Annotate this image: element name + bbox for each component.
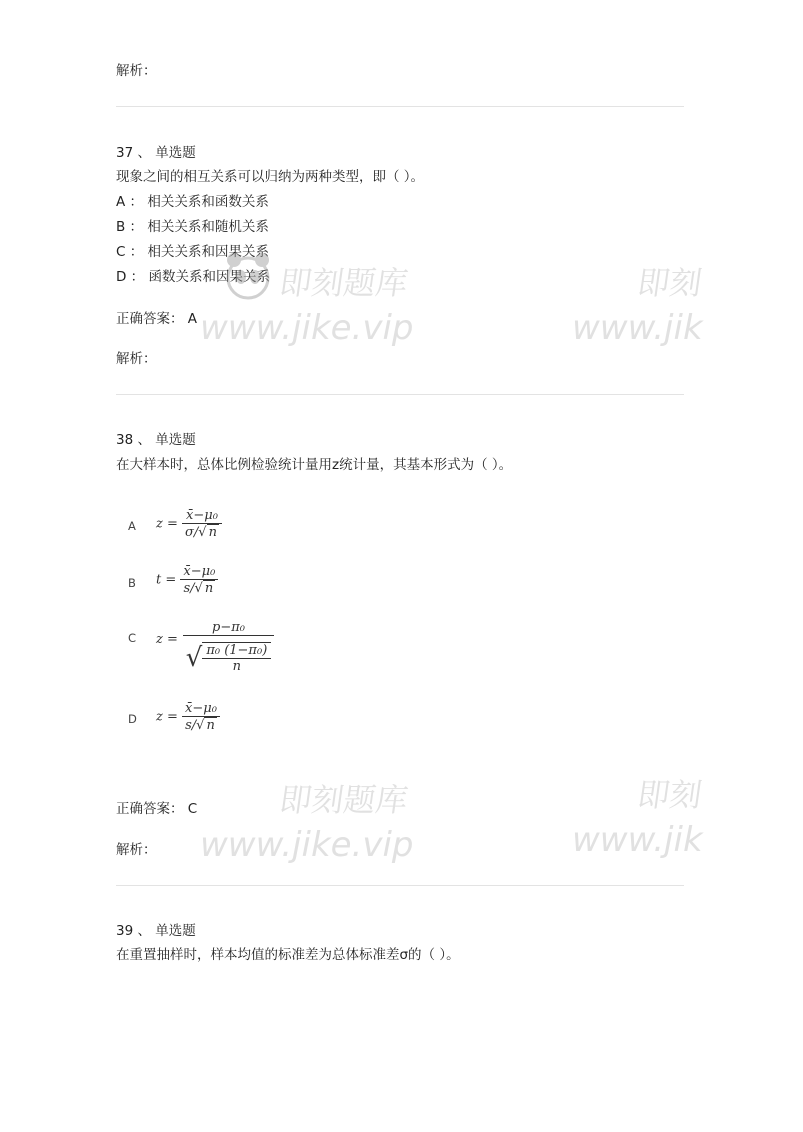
formula-numerator: p−π₀ — [212, 620, 245, 635]
formula-numerator: x̄−μ₀ — [183, 564, 216, 579]
q37-option-b: B ： 相关关系和随机关系 — [116, 219, 269, 235]
q39-header: 39 、 单选题 — [116, 923, 196, 939]
watermark-brand: 即刻题库 — [277, 781, 411, 819]
q37-header: 37 、 单选题 — [116, 145, 196, 161]
q38-header: 38 、 单选题 — [116, 432, 196, 448]
q37-analysis-label: 解析： — [116, 351, 157, 367]
exam-page — [116, 0, 684, 1132]
q38-option-b-label: B — [128, 576, 136, 590]
watermark-brand: 即刻 — [635, 776, 705, 814]
formula-lhs: t = — [156, 572, 177, 588]
divider — [116, 885, 684, 886]
q38-formula-c: z = p−π₀ √ $\frac{\text{π₀ (1−π₀)}}{n}$ — [156, 620, 275, 678]
watermark-url: www.jik — [572, 820, 703, 860]
watermark-url: www.jike.vip — [200, 308, 414, 348]
q38-option-d-label: D — [128, 712, 137, 726]
watermark-url: www.jik — [572, 308, 703, 348]
formula-denominator-left: σ/ — [185, 525, 199, 540]
q37-option-a: A ： 相关关系和函数关系 — [116, 194, 269, 210]
q38-answer: 正确答案： C — [116, 801, 198, 817]
q39-stem: 在重置抽样时，样本均值的标准差为总体标准差σ的（ ）。 — [116, 947, 460, 963]
formula-root-denominator: n — [232, 659, 241, 674]
watermark-brand: 即刻 — [635, 264, 705, 302]
watermark-url: www.jike.vip — [200, 825, 414, 865]
q37-answer: 正确答案： A — [116, 311, 198, 327]
formula-numerator: x̄−μ₀ — [185, 701, 217, 716]
q37-option-c: C ： 相关关系和因果关系 — [116, 244, 270, 260]
formula-root: n — [208, 525, 217, 540]
q38-formula-b: t = $\frac{\text{x̄−μ₀}}{s/√ n}$ — [156, 564, 218, 596]
q38-stem: 在大样本时，总体比例检验统计量用z统计量，其基本形式为（ ）。 — [116, 457, 513, 473]
divider — [116, 394, 684, 395]
q38-option-c-label: C — [128, 631, 137, 645]
formula-denominator-left: s/ — [185, 718, 197, 733]
q37-option-d: D ： 函数关系和因果关系 — [116, 269, 270, 285]
formula-denominator-left: s/ — [183, 581, 195, 596]
q38-option-a-label: A — [128, 519, 136, 533]
formula-numerator: x̄−μ₀ — [186, 508, 218, 523]
formula-root-numerator: π₀ (1−π₀) — [202, 643, 271, 659]
q36-analysis-label: 解析： — [116, 63, 157, 79]
q38-formula-a: z = $\frac{\text{x̄−μ₀}}{\sigma/√ n}$ — [156, 508, 222, 540]
q37-stem: 现象之间的相互关系可以归纳为两种类型，即（ ）。 — [116, 169, 425, 185]
formula-root: n — [206, 718, 215, 733]
divider — [116, 106, 684, 107]
watermark-brand: 即刻题库 — [277, 264, 411, 302]
formula-lhs: z = — [156, 709, 178, 725]
q38-formula-d: z = $\frac{\text{x̄−μ₀}}{s/√ n}$ — [156, 701, 220, 733]
formula-root: n — [204, 581, 214, 596]
q38-analysis-label: 解析： — [116, 842, 157, 858]
formula-lhs: z = — [156, 516, 178, 532]
formula-lhs: z = — [156, 632, 178, 647]
